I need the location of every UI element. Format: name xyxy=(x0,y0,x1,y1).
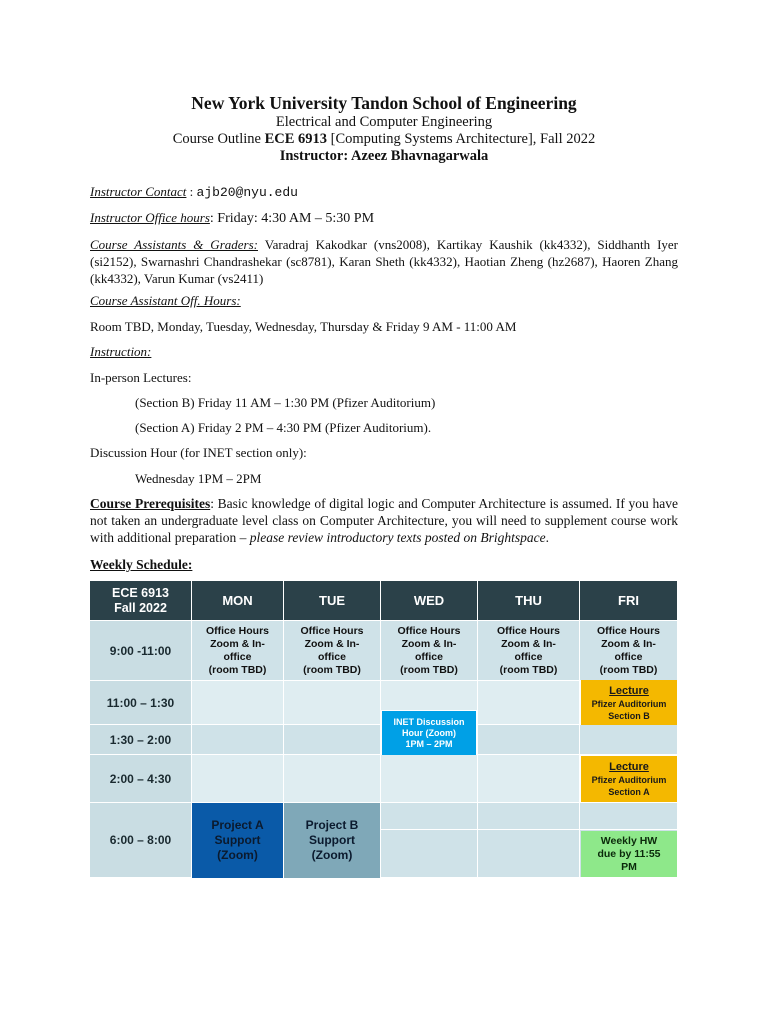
office-hours-value: Friday: 4:30 AM – 5:30 PM xyxy=(217,211,375,226)
course-prerequisites xyxy=(90,495,678,546)
inet-discussion-hour[interactable]: INET Discussion Hour (Zoom) 1PM – 2PM xyxy=(382,711,476,755)
empty-cell xyxy=(478,755,580,803)
office-hours-thu: Office Hours Zoom & In- office (room TBD) xyxy=(478,621,580,681)
empty-cell xyxy=(580,725,678,755)
empty-cell xyxy=(478,830,580,878)
university-title: New York University Tandon School of Engineering xyxy=(191,93,577,113)
assistants-list: Varadraj Kakodkar (vns2008), Kartikay Kaushik (kk4332), Siddhanth Iyer (si2152), Swarnashri Chandrashekar (sc8781), Karan Sheth (kk4332), Haotian Zheng (hz2687), Haoren Zhang (kk4332), Varun Kumar (vs2411) xyxy=(90,237,678,286)
empty-cell xyxy=(478,803,580,830)
instruction-label: Instruction: xyxy=(90,344,152,359)
table-corner: ECE 6913 Fall 2022 xyxy=(90,581,192,621)
time-slot-2-430: 2:00 – 4:30 xyxy=(90,755,192,803)
section-a-lecture: (Section A) Friday 2 PM – 4:30 PM (Pfizer Auditorium). xyxy=(135,420,432,435)
contact-label: Instructor Contact xyxy=(90,184,187,199)
empty-cell xyxy=(192,755,284,803)
instructor-office-hours xyxy=(90,209,678,227)
office-hours-fri: Office Hours Zoom & In- office (room TBD) xyxy=(580,621,678,681)
course-outline xyxy=(0,131,768,148)
empty-cell xyxy=(381,755,478,803)
course-assistants xyxy=(90,236,678,287)
time-slot-6-8: 6:00 – 8:00 xyxy=(90,803,192,878)
assistants-label: Course Assistants & Graders: xyxy=(90,237,258,252)
empty-cell xyxy=(478,725,580,755)
empty-cell xyxy=(192,725,284,755)
in-person-lectures: In-person Lectures: xyxy=(90,370,192,385)
department-name: Electrical and Computer Engineering xyxy=(275,114,493,130)
empty-cell xyxy=(381,681,478,711)
empty-cell xyxy=(284,725,381,755)
office-hours-tue: Office Hours Zoom & In- office (room TBD) xyxy=(284,621,381,681)
day-header-thu: THU xyxy=(478,581,580,621)
ca-hours-label: Course Assistant Off. Hours: xyxy=(90,293,241,308)
office-hours-wed: Office Hours Zoom & In- office (room TBD) xyxy=(381,621,478,681)
weekly-schedule-label: Weekly Schedule: xyxy=(90,557,193,572)
time-slot-130-2: 1:30 – 2:00 xyxy=(90,725,192,755)
empty-cell xyxy=(192,681,284,725)
empty-cell xyxy=(580,803,678,830)
weekly-schedule-table xyxy=(90,581,678,878)
contact-sep: : xyxy=(186,184,197,199)
empty-cell xyxy=(381,803,478,830)
prereq-text: : Basic knowledge of digital logic and Computer Architecture is assumed. If you have not taken an undergraduate level class on Computer Architecture, you will need to supplement course work with additional preparation – xyxy=(90,496,678,545)
time-slot-9-11: 9:00 -11:00 xyxy=(90,621,192,681)
empty-cell xyxy=(478,681,580,725)
office-hours-sep: : xyxy=(209,211,218,226)
course-code: ECE 6913 xyxy=(264,131,328,147)
contact-email[interactable]: ajb20@nyu.edu xyxy=(196,185,298,200)
day-header-tue: TUE xyxy=(284,581,381,621)
empty-cell xyxy=(381,830,478,878)
section-b-lecture: (Section B) Friday 11 AM – 1:30 PM (Pfizer Auditorium) xyxy=(135,395,436,410)
time-slot-11-130: 11:00 – 1:30 xyxy=(90,681,192,725)
discussion-time: Wednesday 1PM – 2PM xyxy=(135,471,262,486)
instructor-contact xyxy=(90,183,678,201)
day-header-fri: FRI xyxy=(580,581,678,621)
empty-cell xyxy=(284,755,381,803)
prereq-end: . xyxy=(545,530,550,545)
empty-cell xyxy=(284,681,381,725)
project-a-support[interactable]: Project A Support (Zoom) xyxy=(192,803,283,878)
lecture-section-b[interactable]: Lecture Pfizer Auditorium Section B xyxy=(581,680,677,725)
outline-suffix: [Computing Systems Architecture], Fall 2022 xyxy=(327,131,596,147)
discussion-hour: Discussion Hour (for INET section only): xyxy=(90,445,307,460)
office-hours-label: Instructor Office hours xyxy=(90,210,210,225)
ca-hours-value: Room TBD, Monday, Tuesday, Wednesday, Thursday & Friday 9 AM - 11:00 AM xyxy=(90,319,517,334)
day-header-wed: WED xyxy=(381,581,478,621)
prereq-label: Course Prerequisites xyxy=(90,496,211,511)
lecture-title: Lecture xyxy=(609,761,649,773)
lecture-section-a[interactable]: Lecture Pfizer Auditorium Section A xyxy=(581,756,677,802)
project-b-support[interactable]: Project B Support (Zoom) xyxy=(284,803,380,878)
weekly-hw-due[interactable]: Weekly HW due by 11:55 PM xyxy=(581,831,677,877)
lecture-title: Lecture xyxy=(609,684,649,697)
day-header-mon: MON xyxy=(192,581,284,621)
prereq-italic: please review introductory texts posted on Brightspace xyxy=(249,530,546,545)
outline-prefix: Course Outline xyxy=(172,131,265,147)
office-hours-mon: Office Hours Zoom & In- office (room TBD) xyxy=(192,621,284,681)
instructor-name: Instructor: Azeez Bhavnagarwala xyxy=(279,148,489,164)
